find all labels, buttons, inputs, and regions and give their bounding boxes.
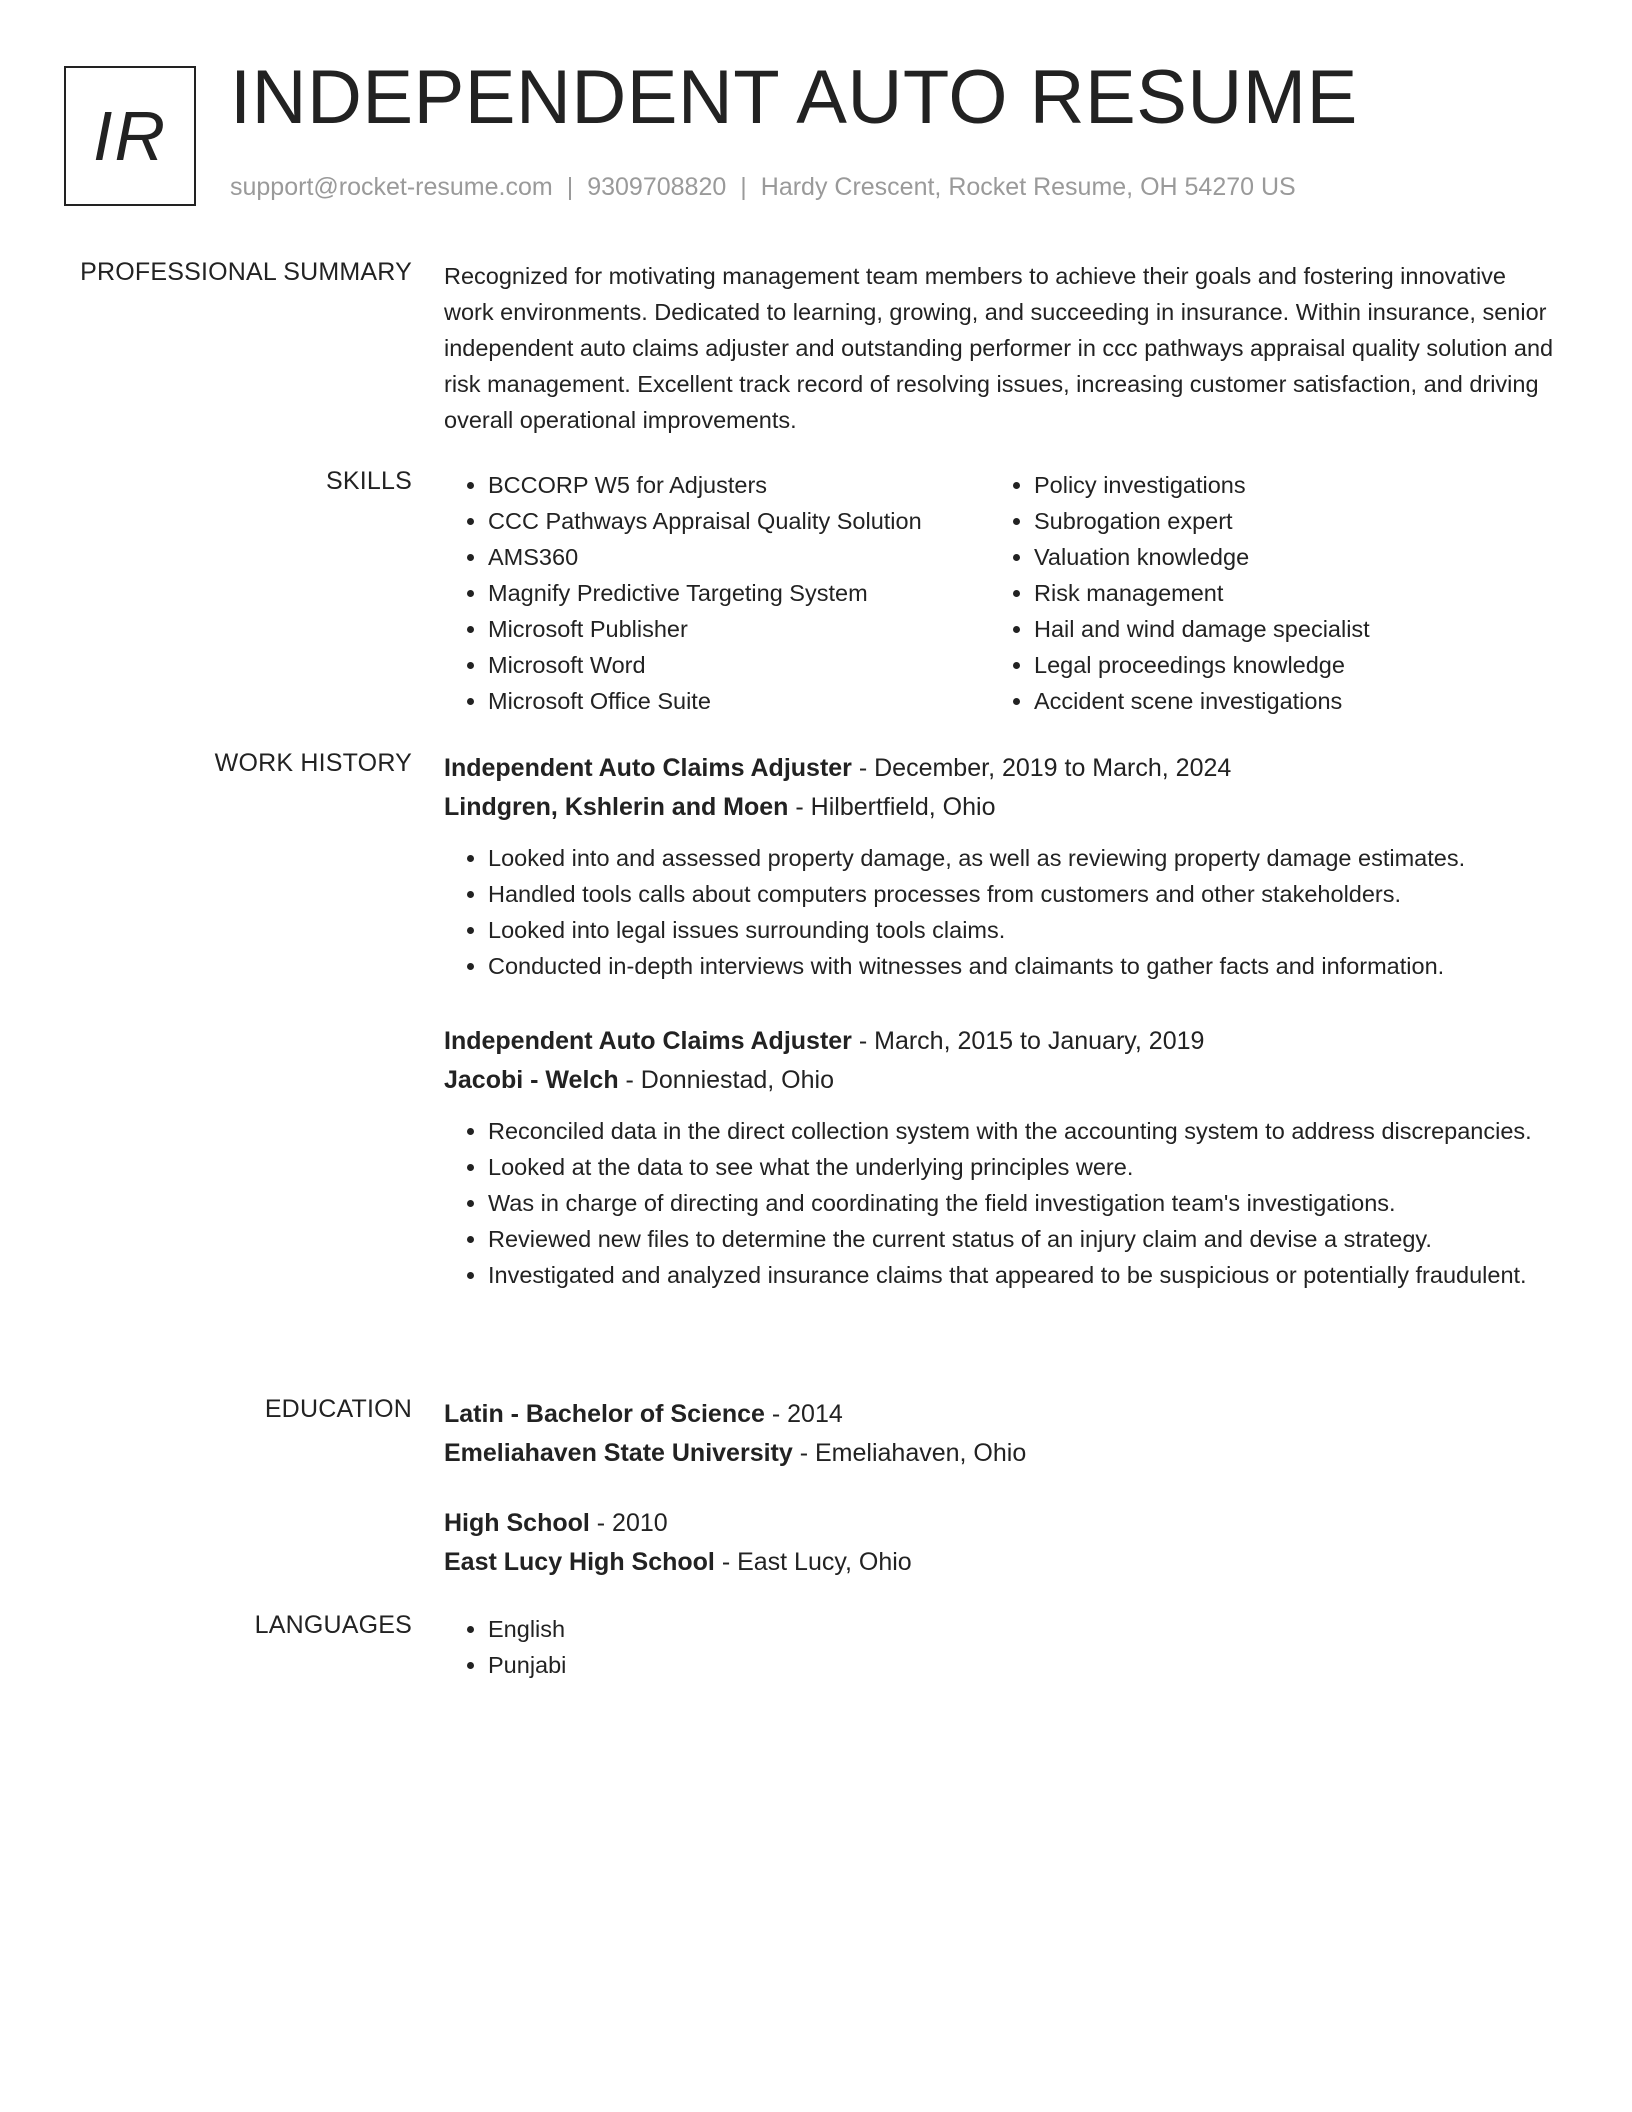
job-bullets xyxy=(444,1113,1554,1293)
language-item: • Punjabi xyxy=(488,1647,1554,1683)
languages-body xyxy=(444,1611,1554,1683)
job-entry xyxy=(444,1022,1554,1293)
skill-item: • BCCORP W5 for Adjusters xyxy=(488,467,990,503)
education-location: - Emeliahaven, Ohio xyxy=(792,1439,1027,1467)
skill-item: • Microsoft Publisher xyxy=(488,611,990,647)
job-bullet: • Handled tools calls about computers processes from customers and other stakeholders. xyxy=(488,876,1554,912)
skill-item: • Risk management xyxy=(1034,575,1536,611)
contact-separator: | xyxy=(740,173,747,201)
skill-item: • Legal proceedings knowledge xyxy=(1034,647,1536,683)
education-school: East Lucy High School xyxy=(444,1548,715,1576)
job-bullet: • Reviewed new files to determine the current status of an injury claim and devise a strategy. xyxy=(488,1221,1554,1257)
monogram-logo xyxy=(64,66,196,206)
job-company: Jacobi - Welch xyxy=(444,1066,619,1094)
job-title-line xyxy=(444,1022,1554,1061)
education-year: - 2014 xyxy=(764,1400,843,1428)
education-degree-line xyxy=(444,1504,1554,1543)
section-label-summary: PROFESSIONAL SUMMARY xyxy=(80,258,412,286)
job-company-line xyxy=(444,1061,1554,1100)
job-title: Independent Auto Claims Adjuster xyxy=(444,754,852,782)
contact-email: support@rocket-resume.com xyxy=(230,173,553,201)
education-degree-line xyxy=(444,1395,1554,1434)
job-bullet: • Looked at the data to see what the underlying principles were. xyxy=(488,1149,1554,1185)
skill-item: • AMS360 xyxy=(488,539,990,575)
skills-list-left xyxy=(444,467,990,719)
candidate-name: INDEPENDENT AUTO RESUME xyxy=(230,55,1358,140)
job-bullet: • Looked into and assessed property damage, as well as reviewing property damage estimates. xyxy=(488,840,1554,876)
education-school-line xyxy=(444,1543,1554,1582)
summary-body xyxy=(444,258,1554,438)
education-location: - East Lucy, Ohio xyxy=(714,1548,912,1576)
skills-columns xyxy=(444,467,1554,719)
languages-list xyxy=(444,1611,1554,1683)
job-location: - Hilbertfield, Ohio xyxy=(788,793,996,821)
section-label-languages: LANGUAGES xyxy=(254,1611,412,1639)
skill-item: • Valuation knowledge xyxy=(1034,539,1536,575)
education-school-line xyxy=(444,1434,1554,1473)
section-label-education: EDUCATION xyxy=(264,1395,412,1423)
job-location: - Donniestad, Ohio xyxy=(618,1066,834,1094)
job-bullet: • Was in charge of directing and coordinating the field investigation team's investigations. xyxy=(488,1185,1554,1221)
job-title-line xyxy=(444,749,1554,788)
contact-phone: 9309708820 xyxy=(587,173,727,201)
job-bullets xyxy=(444,840,1554,984)
skill-item: • Accident scene investigations xyxy=(1034,683,1536,719)
education-school: Emeliahaven State University xyxy=(444,1439,793,1467)
skills-body xyxy=(444,467,1554,719)
job-bullet: • Looked into legal issues surrounding tools claims. xyxy=(488,912,1554,948)
job-title: Independent Auto Claims Adjuster xyxy=(444,1027,852,1055)
education-degree: High School xyxy=(444,1509,590,1537)
job-company-line xyxy=(444,788,1554,827)
job-bullet: • Investigated and analyzed insurance claims that appeared to be suspicious or potentially fraudulent. xyxy=(488,1257,1554,1293)
job-entry xyxy=(444,749,1554,984)
job-company: Lindgren, Kshlerin and Moen xyxy=(444,793,789,821)
skill-item: • Magnify Predictive Targeting System xyxy=(488,575,990,611)
skill-item: • Microsoft Office Suite xyxy=(488,683,990,719)
education-year: - 2010 xyxy=(589,1509,668,1537)
skill-item: • CCC Pathways Appraisal Quality Solution xyxy=(488,503,990,539)
skill-item: • Policy investigations xyxy=(1034,467,1536,503)
job-dates: - December, 2019 to March, 2024 xyxy=(851,754,1232,782)
contact-separator: | xyxy=(566,173,574,201)
skill-item: • Hail and wind damage specialist xyxy=(1034,611,1536,647)
skills-list-right xyxy=(990,467,1536,719)
education-entry xyxy=(444,1504,1554,1582)
education-body xyxy=(444,1395,1554,1582)
language-item: • English xyxy=(488,1611,1554,1647)
education-entry xyxy=(444,1395,1554,1473)
work-body xyxy=(444,749,1554,1293)
education-degree: Latin - Bachelor of Science xyxy=(444,1400,765,1428)
job-dates: - March, 2015 to January, 2019 xyxy=(851,1027,1205,1055)
skill-item: • Microsoft Word xyxy=(488,647,990,683)
contact-address: Hardy Crescent, Rocket Resume, OH 54270 US xyxy=(760,173,1296,201)
section-label-skills: SKILLS xyxy=(326,467,412,495)
job-bullet: • Conducted in-depth interviews with witnesses and claimants to gather facts and information. xyxy=(488,948,1554,984)
job-bullet: • Reconciled data in the direct collection system with the accounting system to address discrepancies. xyxy=(488,1113,1554,1149)
contact-line xyxy=(230,173,1296,202)
skill-item: • Subrogation expert xyxy=(1034,503,1536,539)
section-label-work: WORK HISTORY xyxy=(214,749,412,777)
summary-text: Recognized for motivating management team members to achieve their goals and fostering innovative work environments. Dedicated to learning, growing, and succeeding in insurance. Within insurance, senior independent auto claims adjuster and outstanding performer in ccc pathways appraisal quality solution and risk management. Excellent track record of resolving issues, increasing customer satisfaction, and driving overall operational improvements. xyxy=(444,263,1554,433)
monogram-initials: IR xyxy=(93,97,167,175)
